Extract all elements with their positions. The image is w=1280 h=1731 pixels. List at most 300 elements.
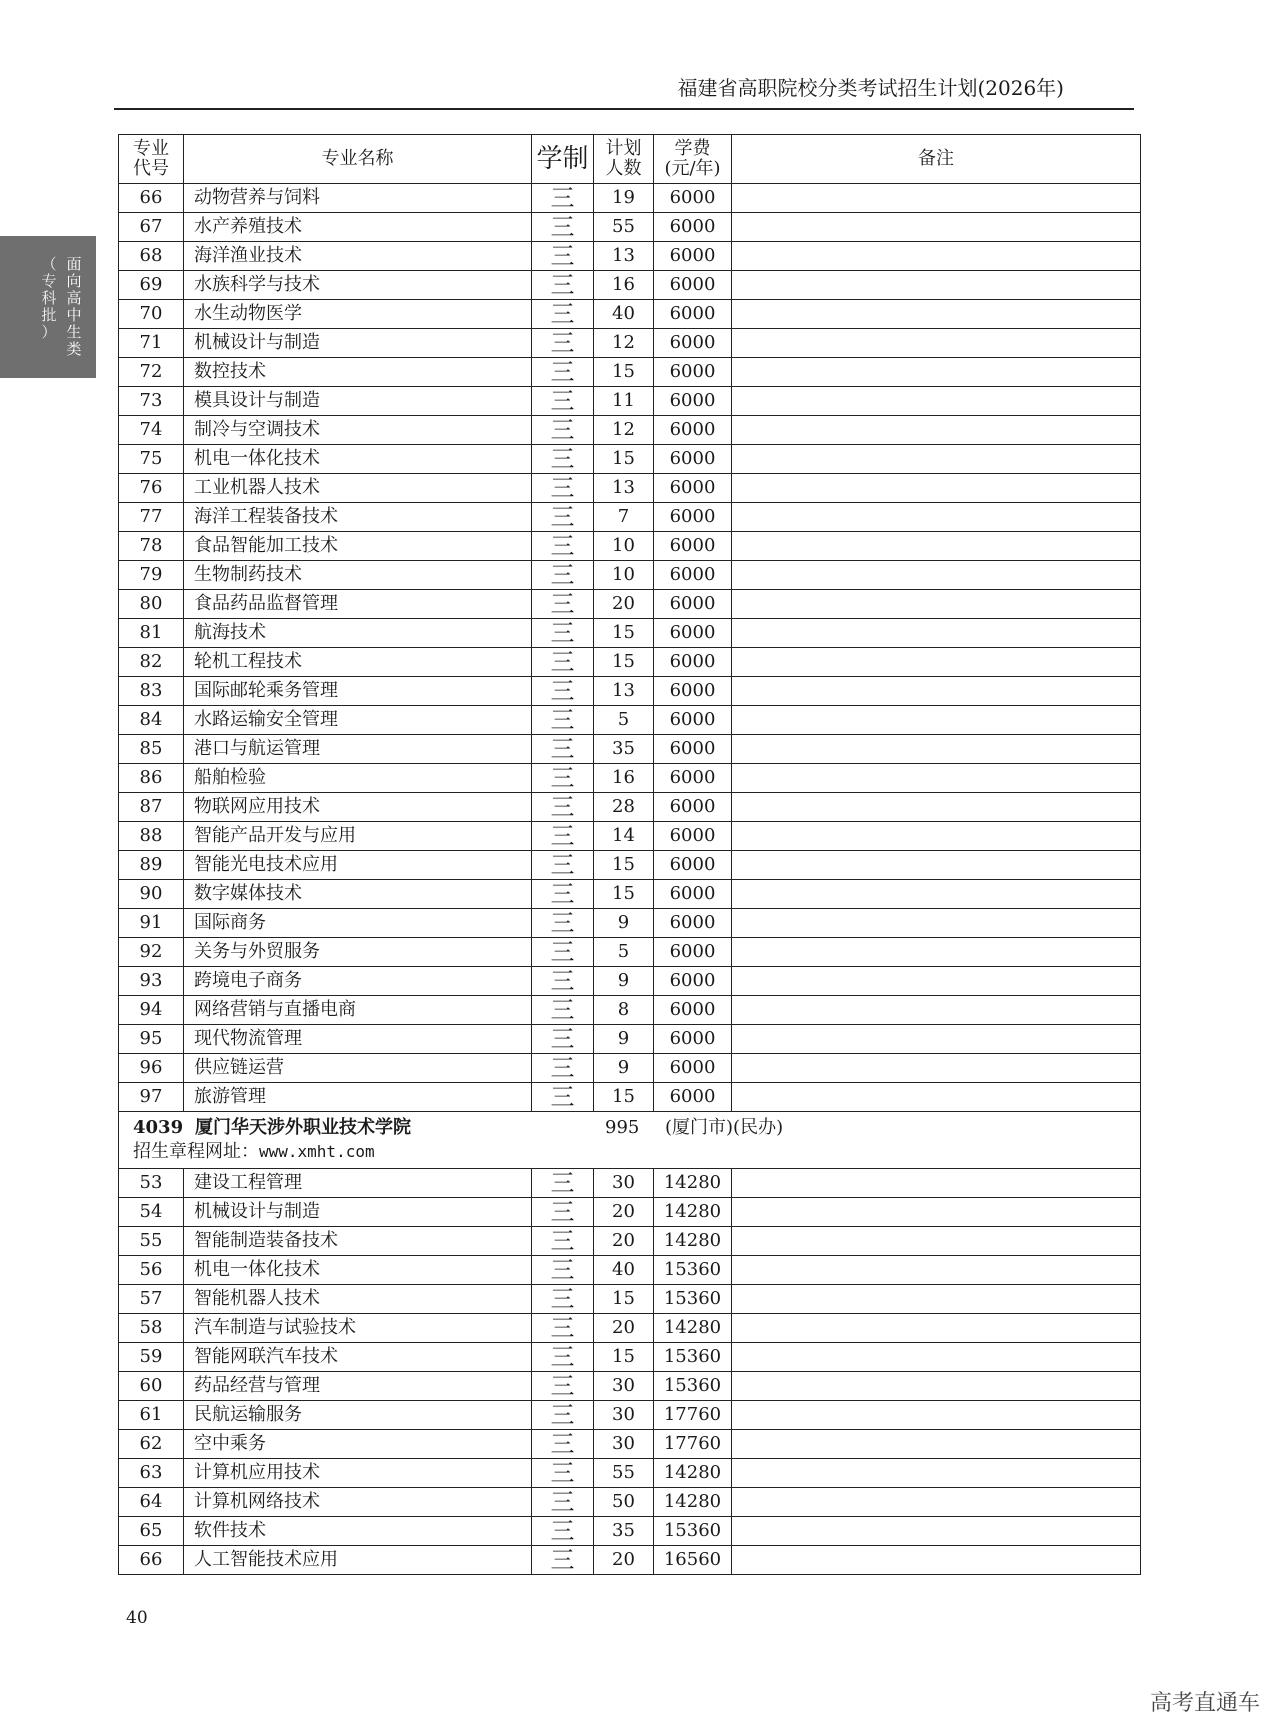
cell-code: 85 (119, 735, 184, 764)
cell-fee: 6000 (654, 300, 732, 329)
cell-duration: 三 (532, 1256, 594, 1285)
cell-fee: 6000 (654, 532, 732, 561)
cell-fee: 15360 (654, 1517, 732, 1546)
table-row (119, 996, 1141, 1025)
cell-plan: 9 (594, 1025, 654, 1054)
cell-code: 62 (119, 1430, 184, 1459)
cell-duration: 三 (532, 967, 594, 996)
cell-code: 63 (119, 1459, 184, 1488)
cell-name: 水族科学与技术 (184, 271, 532, 300)
cell-name: 国际商务 (184, 909, 532, 938)
cell-plan: 15 (594, 445, 654, 474)
cell-note (732, 735, 1141, 764)
cell-duration: 三 (532, 532, 594, 561)
cell-name: 跨境电子商务 (184, 967, 532, 996)
cell-code: 65 (119, 1517, 184, 1546)
cell-note (732, 1169, 1141, 1198)
cell-name: 海洋工程装备技术 (184, 503, 532, 532)
cell-duration: 三 (532, 1025, 594, 1054)
cell-name: 智能光电技术应用 (184, 851, 532, 880)
table-row (119, 938, 1141, 967)
cell-name: 制冷与空调技术 (184, 416, 532, 445)
table-row (119, 184, 1141, 213)
cell-note (732, 1517, 1141, 1546)
table-row (119, 271, 1141, 300)
cell-name: 智能网联汽车技术 (184, 1343, 532, 1372)
cell-fee: 6000 (654, 793, 732, 822)
table-row (119, 300, 1141, 329)
cell-code: 70 (119, 300, 184, 329)
cell-note (732, 1285, 1141, 1314)
cell-fee: 15360 (654, 1256, 732, 1285)
cell-fee: 6000 (654, 184, 732, 213)
cell-plan: 20 (594, 1227, 654, 1256)
cell-code: 75 (119, 445, 184, 474)
cell-duration: 三 (532, 851, 594, 880)
cell-fee: 6000 (654, 387, 732, 416)
cell-note (732, 1488, 1141, 1517)
watermark: 高考直通车 (1149, 1691, 1260, 1716)
cell-name: 药品经营与管理 (184, 1372, 532, 1401)
cell-fee: 6000 (654, 329, 732, 358)
cell-name: 智能机器人技术 (184, 1285, 532, 1314)
cell-note (732, 242, 1141, 271)
cell-note (732, 1314, 1141, 1343)
cell-plan: 30 (594, 1401, 654, 1430)
cell-name: 模具设计与制造 (184, 387, 532, 416)
cell-plan: 9 (594, 1054, 654, 1083)
cell-fee: 17760 (654, 1401, 732, 1430)
cell-duration: 三 (532, 764, 594, 793)
cell-note (732, 967, 1141, 996)
cell-fee: 6000 (654, 735, 732, 764)
cell-note (732, 793, 1141, 822)
cell-note (732, 590, 1141, 619)
cell-note (732, 1054, 1141, 1083)
table-row (119, 909, 1141, 938)
table-row (119, 1025, 1141, 1054)
cell-plan: 10 (594, 532, 654, 561)
cell-note (732, 532, 1141, 561)
cell-name: 人工智能技术应用 (184, 1546, 532, 1575)
cell-plan: 30 (594, 1169, 654, 1198)
cell-plan: 9 (594, 967, 654, 996)
cell-code: 80 (119, 590, 184, 619)
table-row (119, 1169, 1141, 1198)
cell-plan: 8 (594, 996, 654, 1025)
cell-name: 航海技术 (184, 619, 532, 648)
cell-name: 机电一体化技术 (184, 445, 532, 474)
cell-fee: 14280 (654, 1488, 732, 1517)
cell-code: 82 (119, 648, 184, 677)
cell-plan: 20 (594, 1198, 654, 1227)
cell-code: 53 (119, 1169, 184, 1198)
cell-code: 89 (119, 851, 184, 880)
cell-note (732, 996, 1141, 1025)
table-row (119, 967, 1141, 996)
cell-fee: 6000 (654, 213, 732, 242)
table-row (119, 764, 1141, 793)
cell-code: 54 (119, 1198, 184, 1227)
cell-plan: 15 (594, 648, 654, 677)
cell-plan: 5 (594, 706, 654, 735)
cell-duration: 三 (532, 1169, 594, 1198)
cell-fee: 16560 (654, 1546, 732, 1575)
cell-name: 关务与外贸服务 (184, 938, 532, 967)
table-row (119, 1401, 1141, 1430)
cell-fee: 6000 (654, 416, 732, 445)
table-row (119, 1285, 1141, 1314)
cell-name: 建设工程管理 (184, 1169, 532, 1198)
cell-duration: 三 (532, 590, 594, 619)
cell-duration: 三 (532, 1227, 594, 1256)
cell-fee: 6000 (654, 271, 732, 300)
cell-fee: 6000 (654, 880, 732, 909)
cell-duration: 三 (532, 213, 594, 242)
cell-duration: 三 (532, 735, 594, 764)
table-row (119, 735, 1141, 764)
header-duration: 学制 (532, 135, 594, 184)
cell-fee: 6000 (654, 648, 732, 677)
cell-note (732, 184, 1141, 213)
cell-code: 73 (119, 387, 184, 416)
cell-duration: 三 (532, 1459, 594, 1488)
school-row (119, 1112, 1141, 1169)
cell-note (732, 1025, 1141, 1054)
cell-note (732, 1343, 1141, 1372)
cell-note (732, 938, 1141, 967)
cell-name: 机电一体化技术 (184, 1256, 532, 1285)
cell-name: 水路运输安全管理 (184, 706, 532, 735)
table-row (119, 648, 1141, 677)
cell-name: 动物营养与饲料 (184, 184, 532, 213)
cell-plan: 35 (594, 735, 654, 764)
school-name: 厦门华天涉外职业技术学院 (195, 1117, 411, 1138)
cell-note (732, 1459, 1141, 1488)
cell-plan: 13 (594, 242, 654, 271)
cell-plan: 55 (594, 1459, 654, 1488)
cell-name: 汽车制造与试验技术 (184, 1314, 532, 1343)
cell-plan: 55 (594, 213, 654, 242)
table-row (119, 1546, 1141, 1575)
table-row (119, 1054, 1141, 1083)
cell-code: 68 (119, 242, 184, 271)
cell-duration: 三 (532, 300, 594, 329)
cell-name: 机械设计与制造 (184, 1198, 532, 1227)
cell-note (732, 1227, 1141, 1256)
cell-name: 港口与航运管理 (184, 735, 532, 764)
cell-name: 水产养殖技术 (184, 213, 532, 242)
cell-duration: 三 (532, 996, 594, 1025)
cell-plan: 15 (594, 619, 654, 648)
school-info: (厦门市)(民办) (665, 1117, 784, 1138)
cell-duration: 三 (532, 793, 594, 822)
cell-name: 工业机器人技术 (184, 474, 532, 503)
cell-plan: 9 (594, 909, 654, 938)
table-row (119, 706, 1141, 735)
cell-plan: 28 (594, 793, 654, 822)
cell-name: 网络营销与直播电商 (184, 996, 532, 1025)
cell-note (732, 1256, 1141, 1285)
cell-name: 国际邮轮乘务管理 (184, 677, 532, 706)
cell-note (732, 880, 1141, 909)
cell-duration: 三 (532, 1401, 594, 1430)
cell-duration: 三 (532, 938, 594, 967)
cell-code: 92 (119, 938, 184, 967)
table-row (119, 329, 1141, 358)
cell-duration: 三 (532, 909, 594, 938)
cell-duration: 三 (532, 706, 594, 735)
header-note: 备注 (732, 135, 1141, 184)
cell-fee: 6000 (654, 851, 732, 880)
table-row (119, 793, 1141, 822)
cell-note (732, 822, 1141, 851)
cell-plan: 15 (594, 880, 654, 909)
cell-fee: 6000 (654, 590, 732, 619)
cell-code: 94 (119, 996, 184, 1025)
cell-note (732, 387, 1141, 416)
cell-code: 74 (119, 416, 184, 445)
table-row (119, 1227, 1141, 1256)
cell-note (732, 909, 1141, 938)
cell-plan: 16 (594, 764, 654, 793)
cell-fee: 14280 (654, 1314, 732, 1343)
cell-fee: 6000 (654, 677, 732, 706)
cell-plan: 20 (594, 1314, 654, 1343)
cell-code: 66 (119, 1546, 184, 1575)
cell-name: 现代物流管理 (184, 1025, 532, 1054)
cell-duration: 三 (532, 561, 594, 590)
cell-duration: 三 (532, 1198, 594, 1227)
cell-fee: 6000 (654, 358, 732, 387)
cell-fee: 15360 (654, 1372, 732, 1401)
cell-code: 86 (119, 764, 184, 793)
page-header-title: 福建省高职院校分类考试招生计划(2026年) (677, 76, 1064, 100)
cell-fee: 6000 (654, 706, 732, 735)
cell-name: 数字媒体技术 (184, 880, 532, 909)
cell-plan: 5 (594, 938, 654, 967)
table-row (119, 213, 1141, 242)
cell-fee: 15360 (654, 1343, 732, 1372)
cell-plan: 13 (594, 474, 654, 503)
table-row (119, 851, 1141, 880)
cell-note (732, 213, 1141, 242)
table-row (119, 242, 1141, 271)
cell-note (732, 1401, 1141, 1430)
cell-code: 66 (119, 184, 184, 213)
school-cell (119, 1112, 1141, 1169)
cell-code: 72 (119, 358, 184, 387)
cell-plan: 15 (594, 851, 654, 880)
cell-code: 90 (119, 880, 184, 909)
enrollment-plan-table (118, 134, 1141, 1575)
cell-plan: 11 (594, 387, 654, 416)
cell-note (732, 561, 1141, 590)
cell-code: 58 (119, 1314, 184, 1343)
cell-name: 软件技术 (184, 1517, 532, 1546)
cell-plan: 40 (594, 1256, 654, 1285)
cell-duration: 三 (532, 445, 594, 474)
cell-code: 88 (119, 822, 184, 851)
cell-name: 海洋渔业技术 (184, 242, 532, 271)
cell-name: 生物制药技术 (184, 561, 532, 590)
cell-code: 97 (119, 1083, 184, 1112)
header-fee: 学费 (元/年) (654, 135, 732, 184)
cell-fee: 14280 (654, 1198, 732, 1227)
cell-duration: 三 (532, 184, 594, 213)
cell-duration: 三 (532, 503, 594, 532)
page-number: 40 (126, 1608, 148, 1628)
cell-code: 55 (119, 1227, 184, 1256)
cell-code: 95 (119, 1025, 184, 1054)
table-row (119, 503, 1141, 532)
cell-code: 81 (119, 619, 184, 648)
table-row (119, 590, 1141, 619)
table-row (119, 822, 1141, 851)
cell-code: 96 (119, 1054, 184, 1083)
cell-duration: 三 (532, 1054, 594, 1083)
cell-name: 旅游管理 (184, 1083, 532, 1112)
cell-note (732, 706, 1141, 735)
cell-code: 78 (119, 532, 184, 561)
cell-plan: 12 (594, 416, 654, 445)
cell-code: 91 (119, 909, 184, 938)
table-row (119, 1430, 1141, 1459)
cell-plan: 16 (594, 271, 654, 300)
school-url[interactable]: www.xmht.com (259, 1142, 375, 1161)
school-url-label: 招生章程网址： (133, 1141, 259, 1162)
cell-fee: 6000 (654, 474, 732, 503)
cell-note (732, 619, 1141, 648)
cell-duration: 三 (532, 1488, 594, 1517)
table-row (119, 1343, 1141, 1372)
cell-duration: 三 (532, 1083, 594, 1112)
cell-fee: 6000 (654, 503, 732, 532)
cell-name: 智能制造装备技术 (184, 1227, 532, 1256)
cell-code: 77 (119, 503, 184, 532)
table-row (119, 1459, 1141, 1488)
cell-note (732, 271, 1141, 300)
cell-fee: 6000 (654, 764, 732, 793)
table-row (119, 619, 1141, 648)
header-rule (114, 108, 1134, 110)
cell-code: 59 (119, 1343, 184, 1372)
cell-code: 93 (119, 967, 184, 996)
cell-plan: 14 (594, 822, 654, 851)
cell-note (732, 1198, 1141, 1227)
cell-name: 计算机应用技术 (184, 1459, 532, 1488)
table-row (119, 474, 1141, 503)
cell-plan: 15 (594, 1343, 654, 1372)
cell-fee: 6000 (654, 1025, 732, 1054)
cell-duration: 三 (532, 416, 594, 445)
cell-fee: 6000 (654, 561, 732, 590)
cell-fee: 14280 (654, 1227, 732, 1256)
cell-fee: 6000 (654, 242, 732, 271)
cell-plan: 15 (594, 358, 654, 387)
cell-note (732, 1546, 1141, 1575)
cell-plan: 30 (594, 1430, 654, 1459)
cell-plan: 20 (594, 1546, 654, 1575)
header-code: 专业 代号 (119, 135, 184, 184)
cell-name: 水生动物医学 (184, 300, 532, 329)
cell-name: 空中乘务 (184, 1430, 532, 1459)
cell-fee: 6000 (654, 996, 732, 1025)
cell-name: 计算机网络技术 (184, 1488, 532, 1517)
cell-note (732, 851, 1141, 880)
header-name: 专业名称 (184, 135, 532, 184)
cell-note (732, 445, 1141, 474)
table-row (119, 1198, 1141, 1227)
cell-code: 60 (119, 1372, 184, 1401)
cell-duration: 三 (532, 1517, 594, 1546)
cell-duration: 三 (532, 1430, 594, 1459)
cell-plan: 10 (594, 561, 654, 590)
cell-fee: 6000 (654, 822, 732, 851)
cell-note (732, 1083, 1141, 1112)
cell-duration: 三 (532, 822, 594, 851)
table-row (119, 1314, 1141, 1343)
cell-fee: 14280 (654, 1459, 732, 1488)
cell-code: 71 (119, 329, 184, 358)
cell-duration: 三 (532, 387, 594, 416)
cell-code: 69 (119, 271, 184, 300)
table-row (119, 880, 1141, 909)
table-header-row (119, 135, 1141, 184)
cell-name: 数控技术 (184, 358, 532, 387)
cell-note (732, 503, 1141, 532)
cell-name: 物联网应用技术 (184, 793, 532, 822)
school-code: 4039 (133, 1117, 184, 1138)
cell-plan: 20 (594, 590, 654, 619)
cell-name: 船舶检验 (184, 764, 532, 793)
cell-code: 76 (119, 474, 184, 503)
cell-note (732, 358, 1141, 387)
cell-duration: 三 (532, 1372, 594, 1401)
cell-note (732, 1372, 1141, 1401)
cell-code: 83 (119, 677, 184, 706)
cell-code: 64 (119, 1488, 184, 1517)
cell-fee: 6000 (654, 938, 732, 967)
table-row (119, 387, 1141, 416)
cell-note (732, 764, 1141, 793)
cell-duration: 三 (532, 648, 594, 677)
table-row (119, 1083, 1141, 1112)
cell-fee: 14280 (654, 1169, 732, 1198)
cell-note (732, 300, 1141, 329)
cell-duration: 三 (532, 1343, 594, 1372)
cell-name: 轮机工程技术 (184, 648, 532, 677)
cell-plan: 7 (594, 503, 654, 532)
cell-duration: 三 (532, 242, 594, 271)
cell-duration: 三 (532, 271, 594, 300)
cell-code: 84 (119, 706, 184, 735)
table-row (119, 445, 1141, 474)
cell-name: 食品智能加工技术 (184, 532, 532, 561)
cell-fee: 6000 (654, 1083, 732, 1112)
cell-duration: 三 (532, 1285, 594, 1314)
cell-note (732, 677, 1141, 706)
cell-plan: 15 (594, 1285, 654, 1314)
cell-plan: 30 (594, 1372, 654, 1401)
cell-plan: 15 (594, 1083, 654, 1112)
cell-fee: 17760 (654, 1430, 732, 1459)
table-row (119, 561, 1141, 590)
cell-plan: 35 (594, 1517, 654, 1546)
table-row (119, 677, 1141, 706)
cell-fee: 15360 (654, 1285, 732, 1314)
table-row (119, 1372, 1141, 1401)
